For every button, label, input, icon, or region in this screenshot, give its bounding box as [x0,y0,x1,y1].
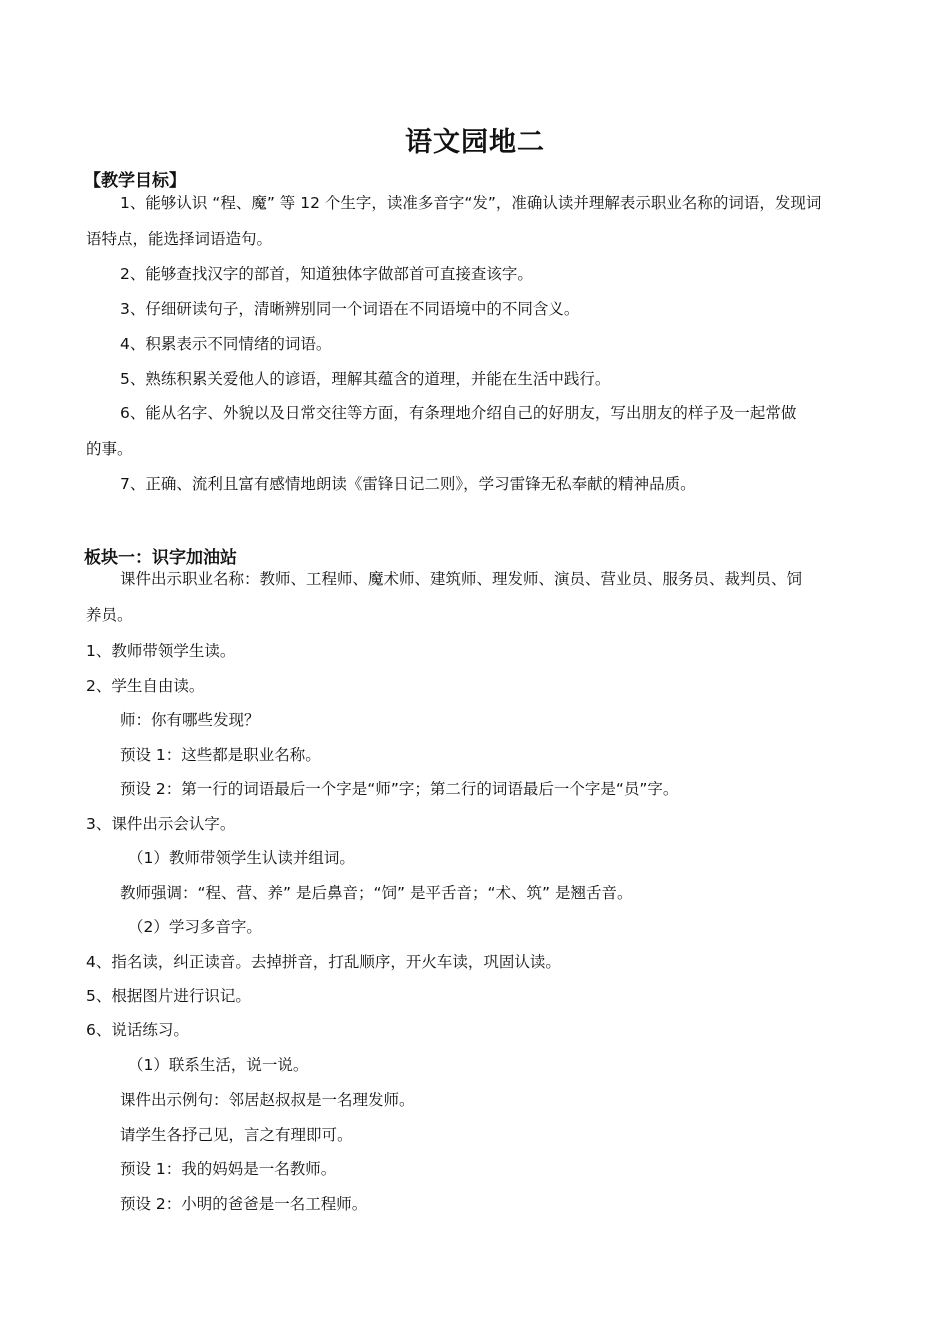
step-line: 6、说话练习。 [86,1021,189,1039]
objective-2: 2、能够查找汉字的部首，知道独体字做部首可直接查该字。 [120,265,533,283]
step-line: 预设 2：小明的爸爸是一名工程师。 [120,1195,368,1213]
step-line: 教师强调：“程、营、养” 是后鼻音；“饲” 是平舌音；“术、筑” 是翘舌音。 [120,884,633,902]
section1-heading: 板块一：识字加油站 [84,548,237,568]
objective-6-line2: 的事。 [86,440,133,458]
step-line: （1）教师带领学生认读并组词。 [128,849,355,867]
objective-1-line2: 语特点，能选择词语造句。 [86,230,273,248]
step-line: （1）联系生活，说一说。 [128,1056,309,1074]
step-line: 预设 2：第一行的词语最后一个字是“师”字；第二行的词语最后一个字是“员”字。 [120,780,679,798]
objective-7: 7、正确、流利且富有感情地朗读《雷锋日记二则》，学习雷锋无私奉献的精神品质。 [120,475,696,493]
objective-4: 4、积累表示不同情绪的词语。 [120,335,332,353]
step-line: 2、学生自由读。 [86,677,205,695]
step-line: 预设 1：我的妈妈是一名教师。 [120,1160,337,1178]
step-line: 师：你有哪些发现？ [120,711,260,729]
page-title: 语文园地二 [405,127,545,158]
step-line: 课件出示例句：邻居赵叔叔是一名理发师。 [120,1091,415,1109]
step-line: （2）学习多音字。 [128,918,262,936]
section1-intro-line2: 养员。 [86,606,133,624]
step-line: 预设 1：这些都是职业名称。 [120,746,321,764]
step-line: 3、课件出示会认字。 [86,815,236,833]
step-line: 5、根据图片进行识记。 [86,987,251,1005]
section1-intro-line1: 课件出示职业名称：教师、工程师、魔术师、建筑师、理发师、演员、营业员、服务员、裁判员、饲 [120,570,803,588]
objective-6-line1: 6、能从名字、外貌以及日常交往等方面，有条理地介绍自己的好朋友，写出朋友的样子及一起常做 [120,404,797,422]
step-line: 请学生各抒己见，言之有理即可。 [120,1126,353,1144]
step-line: 4、指名读，纠正读音。去掉拼音，打乱顺序，开火车读，巩固认读。 [86,953,561,971]
objectives-heading: 【教学目标】 [84,171,186,191]
objective-3: 3、仔细研读句子，清晰辨别同一个词语在不同语境中的不同含义。 [120,300,580,318]
objective-5: 5、熟练积累关爱他人的谚语，理解其蕴含的道理，并能在生活中践行。 [120,370,611,388]
objective-1-line1: 1、能够认识 “程、魔” 等 12 个生字，读准多音字“发”，准确认读并理解表示职业名称的词语，发现词 [120,194,822,212]
step-line: 1、教师带领学生读。 [86,642,236,660]
